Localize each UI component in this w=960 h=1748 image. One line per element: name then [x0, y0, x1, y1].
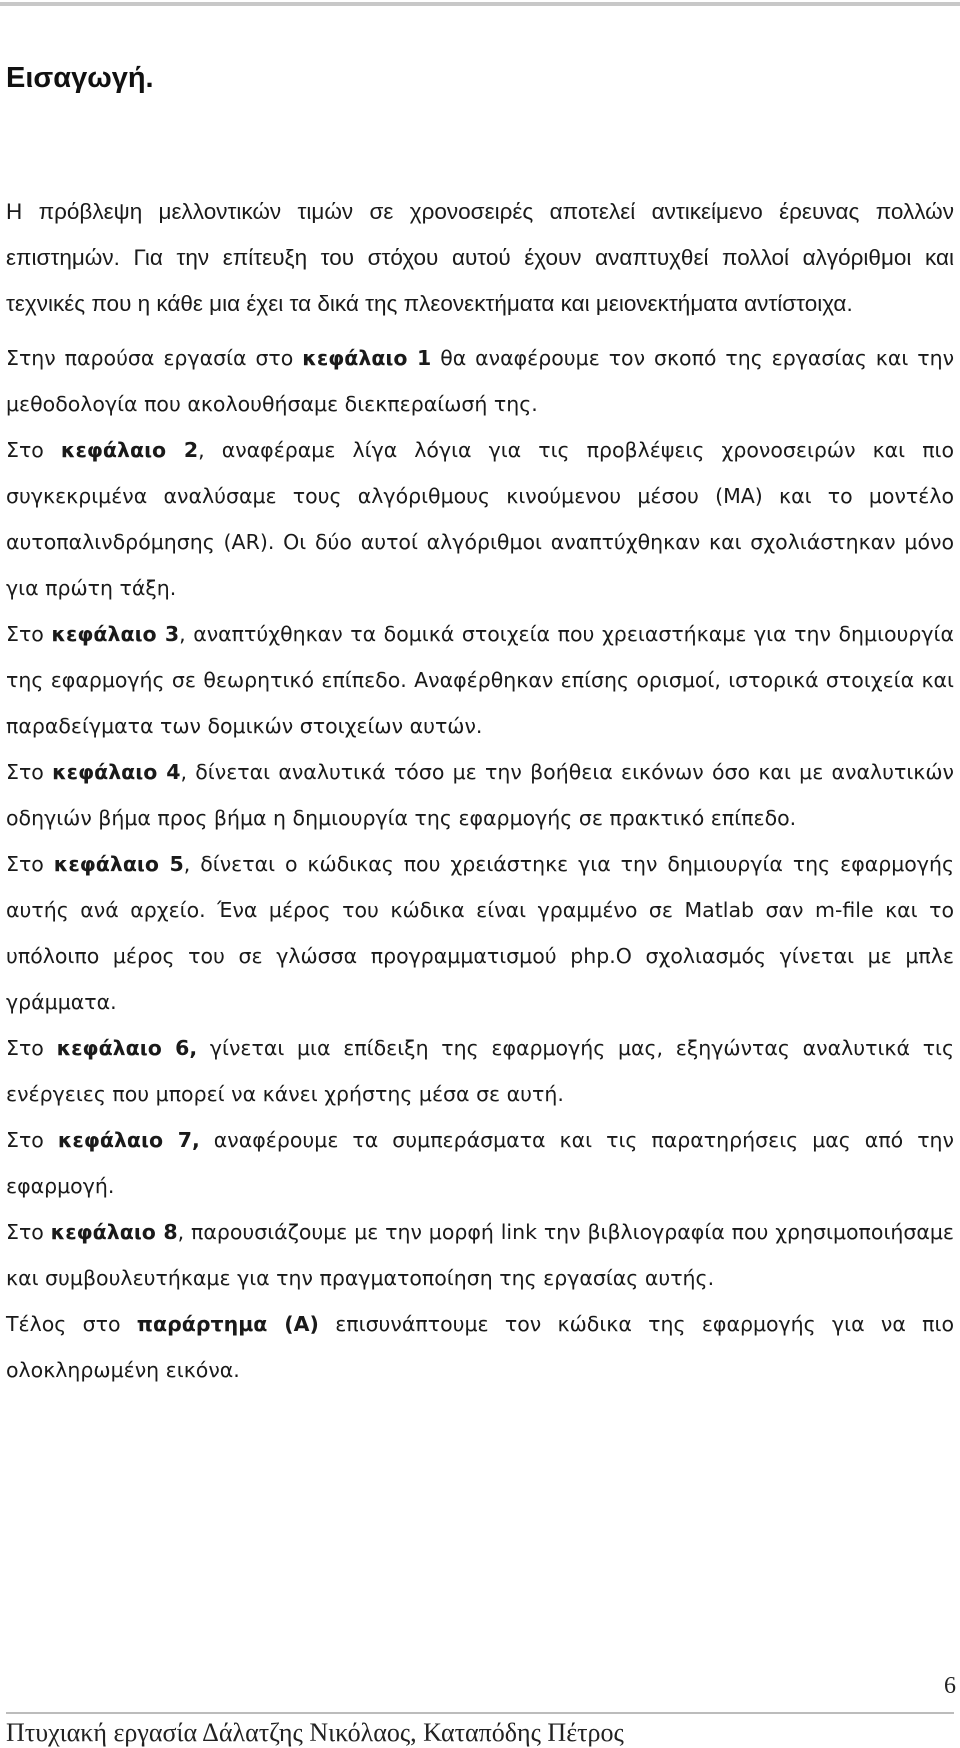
paragraph-chapter-8 — [6, 1209, 954, 1301]
chapter-ref: κεφάλαιο 8 — [50, 1220, 178, 1244]
paragraph-body: , αναπτύχθηκαν τα δομικά στοιχεία που χρειαστήκαμε για την δημιουργία της εφαρμογής σε θεωρητικό επίπεδο. Αναφέρθηκαν επίσης ορισμοί, ιστορικά στοιχεία και παραδείγματα των δομικών στοιχείων αυτών. — [6, 622, 955, 738]
paragraph-lead: Στο — [6, 1220, 51, 1244]
footer-text: Πτυχιακή εργασία Δάλατζης Νικόλαος, Καταπόδης Πέτρος — [6, 1718, 624, 1747]
paragraph-body: , αναφέραμε λίγα λόγια για τις προβλέψεις χρονοσειρών και πιο συγκεκριμένα αναλύσαμε τους αλγόριθμους κινούμενου μέσου (MA) και το μοντέλο αυτοπαλινδρόμησης (AR). Οι δύο αυτοί αλγόριθμοι αναπτύχθηκαν και σχολιάστηκαν μόνο για πρώτη τάξη. — [6, 438, 955, 600]
paragraph-body: , δίνεται αναλυτικά τόσο με την βοήθεια εικόνων όσο και με αναλυτικών οδηγιών βήμα προς βήμα η δημιουργία της εφαρμογής σε πρακτικό επίπεδο. — [6, 760, 954, 830]
paragraph-chapter-5 — [6, 841, 954, 1025]
paragraph-body: , παρουσιάζουμε με την μορφή link την βιβλιογραφία που χρησιμοποιήσαμε και συμβουλευτήκαμε για την πραγματοποίηση της εργασίας αυτής. — [6, 1220, 955, 1290]
paragraph-body: αναφέρουμε τα συμπεράσματα και τις παρατηρήσεις μας από την εφαρμογή. — [6, 1128, 955, 1198]
paragraph-body: , δίνεται ο κώδικας που χρειάστηκε για την δημιουργία της εφαρμογής αυτής ανά αρχείο. Ένα μέρος του κώδικα είναι γραμμένο σε Matlab σαν m-file και το υπόλοιπο μέρος του σε γλώσσα προγραμματισμού php.Ο σχολιασμός γίνεται με μπλε γράμματα. — [6, 852, 954, 1014]
appendix-ref: παράρτημα (Α) — [136, 1312, 319, 1336]
paragraph-body: γίνεται μια επίδειξη της εφαρμογής μας, εξηγώντας αναλυτικά τις ενέργειες που μπορεί να κάνει χρήστης μέσα σε αυτή. — [6, 1036, 955, 1106]
paragraph-lead: Τέλος στο — [6, 1312, 137, 1336]
chapter-list — [6, 335, 954, 1393]
top-rule — [0, 2, 960, 6]
paragraph-chapter-6 — [6, 1025, 954, 1117]
chapter-ref: κεφάλαιο 4 — [52, 760, 181, 784]
chapter-ref: κεφάλαιο 3 — [51, 622, 180, 646]
chapter-ref: κεφάλαιο 7, — [57, 1128, 200, 1152]
paragraph-lead: Στο — [6, 852, 54, 876]
paragraph-appendix — [6, 1301, 954, 1393]
paragraph-lead: Στο — [6, 1036, 57, 1060]
chapter-ref: κεφάλαιο 2 — [60, 438, 199, 462]
paragraph-chapter-1 — [6, 335, 954, 427]
paragraph-chapter-3 — [6, 611, 954, 749]
chapter-ref: κεφάλαιο 6, — [56, 1036, 198, 1060]
paragraph-lead: Στην παρούσα εργασία στο — [6, 346, 303, 370]
page-number: 6 — [944, 1673, 956, 1699]
paragraph-chapter-4 — [6, 749, 954, 841]
paragraph-lead: Στο — [6, 760, 53, 784]
paragraph-chapter-7 — [6, 1117, 954, 1209]
section-title: Εισαγωγή. — [6, 62, 154, 94]
paragraph-lead: Στο — [6, 1128, 58, 1152]
chapter-ref: κεφάλαιο 1 — [302, 346, 432, 370]
paragraph-lead: Στο — [6, 622, 52, 646]
paragraph-body: θα αναφέρουμε τον σκοπό της εργασίας και την μεθοδολογία που ακολουθήσαμε διεκπεραίωσή της. — [6, 346, 955, 416]
intro-paragraph: Η πρόβλεψη μελλοντικών τιμών σε χρονοσειρές αποτελεί αντικείμενο έρευνας πολλών επιστημών. Για την επίτευξη του στόχου αυτού έχουν αναπτυχθεί πολλοί αλγόριθμοι και τεχνικές που η κάθε μια έχει τα δικά της πλεονεκτήματα και μειονεκτήματα αντίστοιχα. — [6, 199, 954, 316]
footer-rule — [6, 1712, 954, 1714]
paragraph-lead: Στο — [6, 438, 61, 462]
chapter-ref: κεφάλαιο 5 — [53, 852, 184, 876]
paragraph-body: επισυνάπτουμε τον κώδικα της εφαρμογής για να πιο ολοκληρωμένη εικόνα. — [6, 1312, 954, 1382]
paragraph-chapter-2 — [6, 427, 954, 611]
